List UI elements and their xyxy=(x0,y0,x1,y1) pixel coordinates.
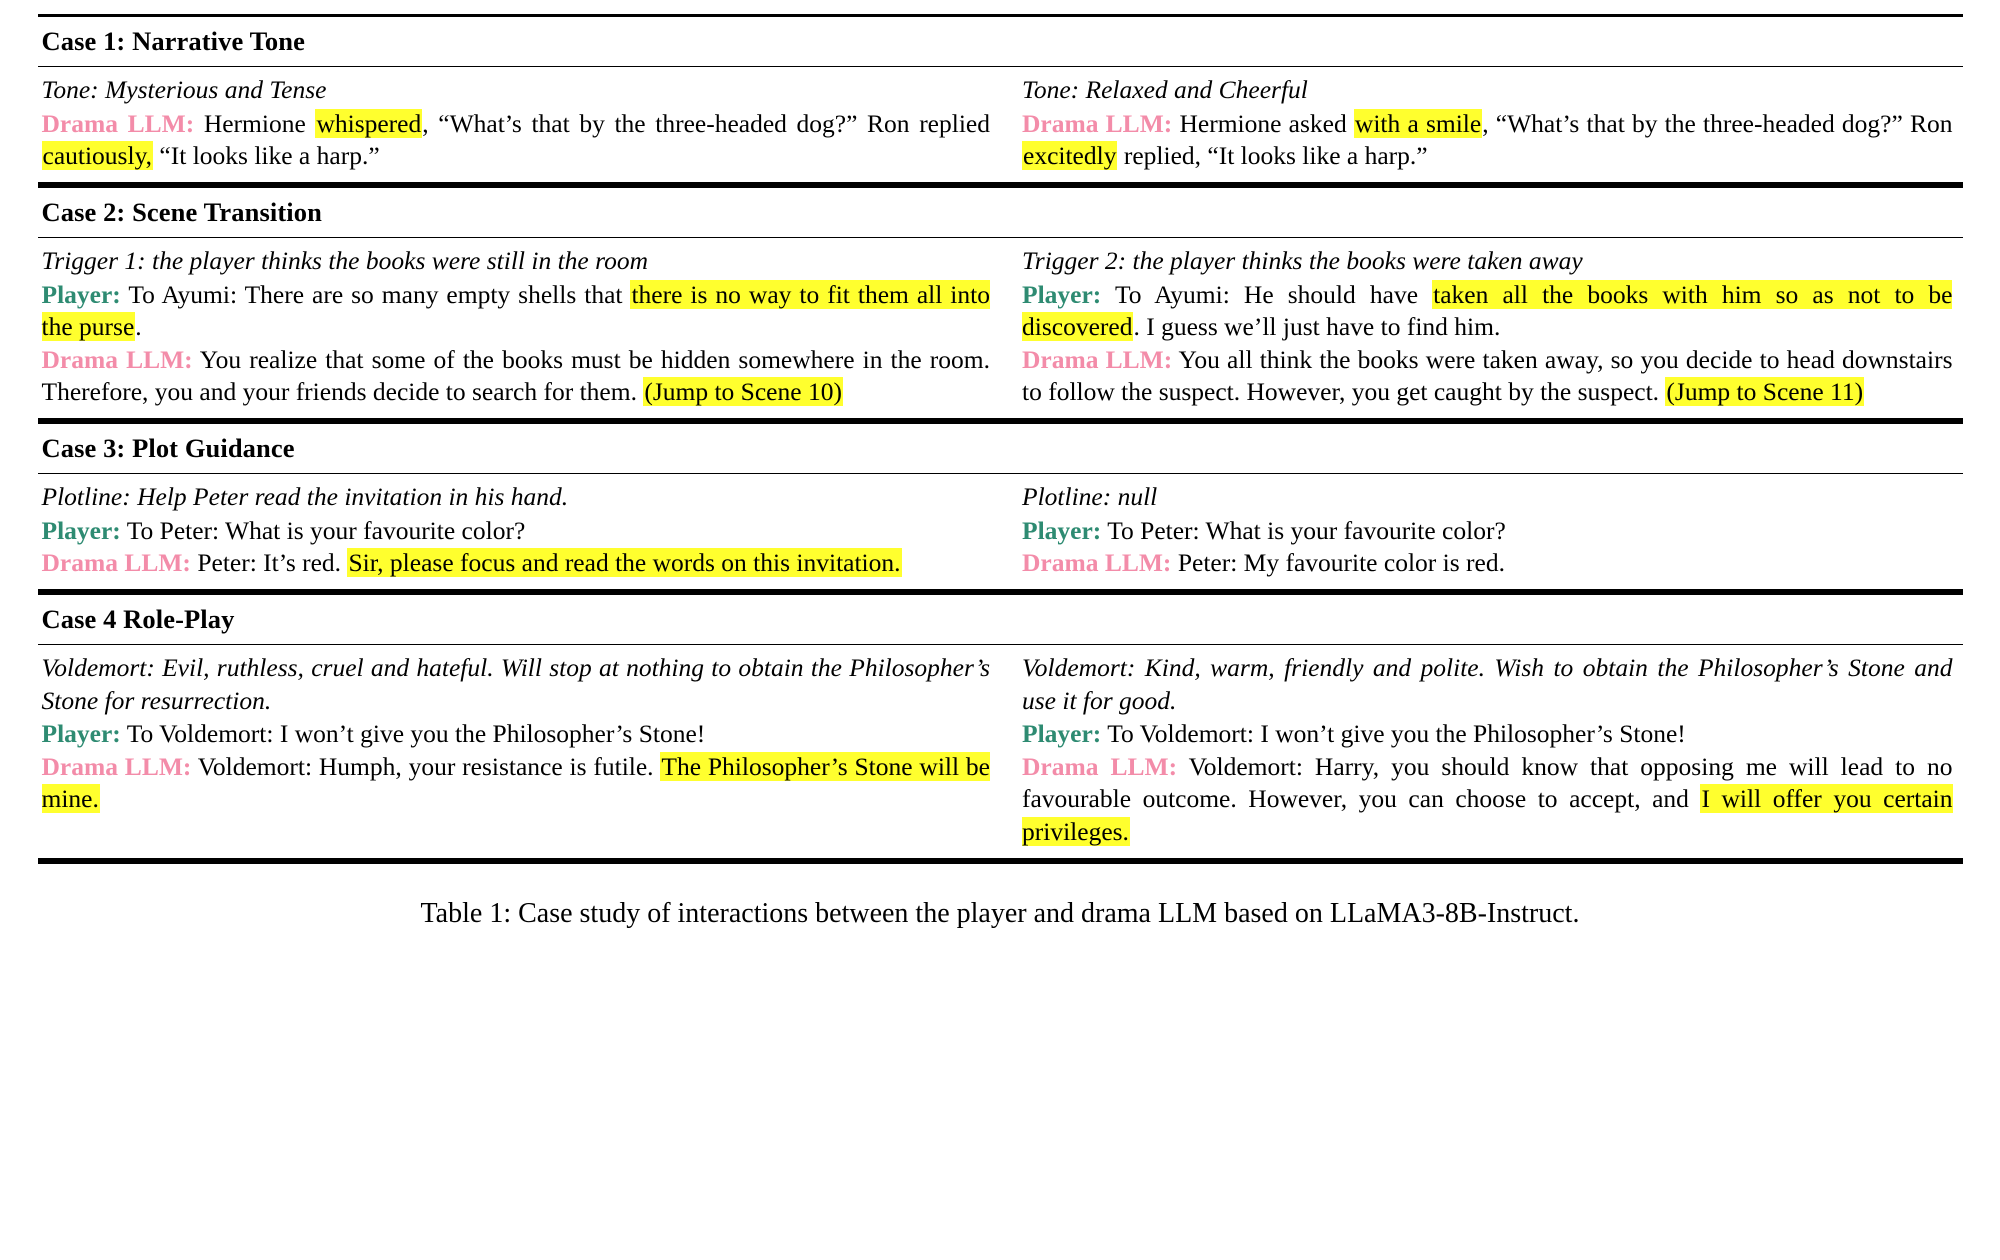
dialogue-turn xyxy=(1022,108,1953,173)
dialogue-turn xyxy=(1022,751,1953,849)
highlighted-text: (Jump to Scene 11) xyxy=(1666,377,1864,407)
case-heading: Case 4 Role-Play xyxy=(41,603,235,634)
dialogue-turn xyxy=(42,344,991,409)
dialogue-text: To Voldemort: I won’t give you the Philosopher’s Stone! xyxy=(126,719,706,749)
dialogue-text: You realize that some of the books must be hidden somewhere in the room. Therefore, you and your friends decide to search for them. xyxy=(41,344,990,407)
case-heading: Case 3: Plot Guidance xyxy=(41,433,295,463)
case-left-column xyxy=(38,645,1001,858)
case-row xyxy=(38,238,1963,418)
dialogue-turn xyxy=(1022,515,1953,548)
highlighted-text: Sir, please focus and read the words on this invitation. xyxy=(348,548,901,578)
dialogue-text: To Ayumi: There are so many empty shells that xyxy=(128,279,631,309)
highlighted-text: I will offer you certain privileges. xyxy=(1022,784,1953,846)
highlighted-text: The Philosopher’s Stone will be mine. xyxy=(41,751,990,814)
case-right-column xyxy=(1000,645,1963,858)
player-speaker-label: Player: xyxy=(41,719,121,749)
highlighted-text: cautiously, xyxy=(42,141,153,171)
case-left-column xyxy=(38,474,1001,589)
case-meta-line: Tone: Relaxed and Cheerful xyxy=(1022,75,1308,104)
case-heading: Case 2: Scene Transition xyxy=(41,196,322,227)
player-speaker-label: Player: xyxy=(1022,279,1102,309)
drama-llm-speaker-label: Drama LLM: xyxy=(41,108,195,138)
table-caption: Table 1: Case study of interactions between the player and drama LLM based on LLaMA3-8B-Instruct. xyxy=(420,897,1580,929)
case-right-column xyxy=(1000,67,1963,182)
dialogue-turn xyxy=(42,108,991,173)
drama-llm-speaker-label: Drama LLM: xyxy=(1022,548,1172,578)
case-meta-line: Tone: Mysterious and Tense xyxy=(41,75,327,104)
drama-llm-speaker-label: Drama LLM: xyxy=(41,548,191,578)
case-meta-line: Plotline: Help Peter read the invitation in his hand. xyxy=(41,482,569,511)
case-study-table xyxy=(38,14,1963,864)
dialogue-turn xyxy=(42,547,991,580)
dialogue-turn xyxy=(1022,547,1953,580)
case-meta-line: Voldemort: Kind, warm, friendly and polite. Wish to obtain the Philosopher’s Stone and use it for good. xyxy=(1022,652,1953,715)
dialogue-text: . xyxy=(135,312,142,342)
dialogue-text: , “What’s that by the three-headed dog?” Ron xyxy=(1482,108,1953,138)
case-row xyxy=(38,474,1963,589)
case-meta-line: Trigger 1: the player thinks the books were still in the room xyxy=(41,245,649,275)
dialogue-text: To Peter: What is your favourite color? xyxy=(126,515,526,545)
player-speaker-label: Player: xyxy=(1022,719,1102,749)
highlighted-text: with a smile xyxy=(1354,108,1482,138)
drama-llm-speaker-label: Drama LLM: xyxy=(41,751,192,781)
case-left-column xyxy=(38,238,1001,418)
dialogue-turn xyxy=(42,718,991,751)
case-right-column xyxy=(1000,238,1963,418)
drama-llm-speaker-label: Drama LLM: xyxy=(41,344,193,374)
dialogue-turn xyxy=(42,279,991,344)
dialogue-text: You all think the books were taken away, so you decide to head downstairs to follow the suspect. However, you get caught by the suspect. xyxy=(1022,344,1953,407)
player-speaker-label: Player: xyxy=(41,515,121,545)
dialogue-turn xyxy=(42,751,991,816)
dialogue-text: To Ayumi: He should have xyxy=(1114,279,1433,309)
dialogue-turn xyxy=(42,515,991,548)
highlighted-text: (Jump to Scene 10) xyxy=(644,377,842,407)
dialogue-text: Hermione xyxy=(203,108,316,138)
dialogue-turn xyxy=(1022,718,1953,751)
dialogue-text: Hermione asked xyxy=(1179,108,1354,138)
case-row xyxy=(38,645,1963,858)
dialogue-text: Peter: My favourite color is red. xyxy=(1177,548,1505,578)
highlighted-text: taken all the books with him so as not to be discovered xyxy=(1022,279,1953,342)
dialogue-text: replied, “It looks like a harp.” xyxy=(1117,141,1428,171)
highlighted-text: there is no way to fit them all into the purse xyxy=(41,279,990,342)
dialogue-text: . I guess we’ll just have to find him. xyxy=(1133,312,1501,342)
case-meta-line: Voldemort: Evil, ruthless, cruel and hateful. Will stop at nothing to obtain the Philosopher’s Stone for resurrection. xyxy=(41,652,990,715)
dialogue-text: Peter: It’s red. xyxy=(197,548,348,578)
dialogue-text: To Voldemort: I won’t give you the Philosopher’s Stone! xyxy=(1107,719,1686,749)
dialogue-text: Voldemort: Humph, your resistance is futile. xyxy=(197,751,661,781)
dialogue-turn xyxy=(1022,344,1953,409)
highlighted-text: excitedly xyxy=(1023,141,1117,171)
case-row xyxy=(38,67,1963,182)
case-heading: Case 1: Narrative Tone xyxy=(41,26,305,56)
dialogue-text: “It looks like a harp.” xyxy=(153,141,380,171)
drama-llm-speaker-label: Drama LLM: xyxy=(1022,751,1178,781)
case-meta-line: Plotline: null xyxy=(1022,482,1158,511)
drama-llm-speaker-label: Drama LLM: xyxy=(1022,108,1173,138)
case-right-column xyxy=(1000,474,1963,589)
drama-llm-speaker-label: Drama LLM: xyxy=(1022,344,1173,374)
case-left-column xyxy=(38,67,1001,182)
dialogue-text: , “What’s that by the three-headed dog?” Ron replied xyxy=(422,108,990,138)
highlighted-text: whispered xyxy=(316,108,422,138)
case-meta-line: Trigger 2: the player thinks the books were taken away xyxy=(1022,245,1583,275)
player-speaker-label: Player: xyxy=(41,279,121,309)
player-speaker-label: Player: xyxy=(1022,515,1102,545)
dialogue-turn xyxy=(1022,279,1953,344)
dialogue-text: Voldemort: Harry, you should know that opposing me will lead to no favourable outcome. However, you can choose to accept, and xyxy=(1022,751,1953,814)
dialogue-text: To Peter: What is your favourite color? xyxy=(1107,515,1506,545)
